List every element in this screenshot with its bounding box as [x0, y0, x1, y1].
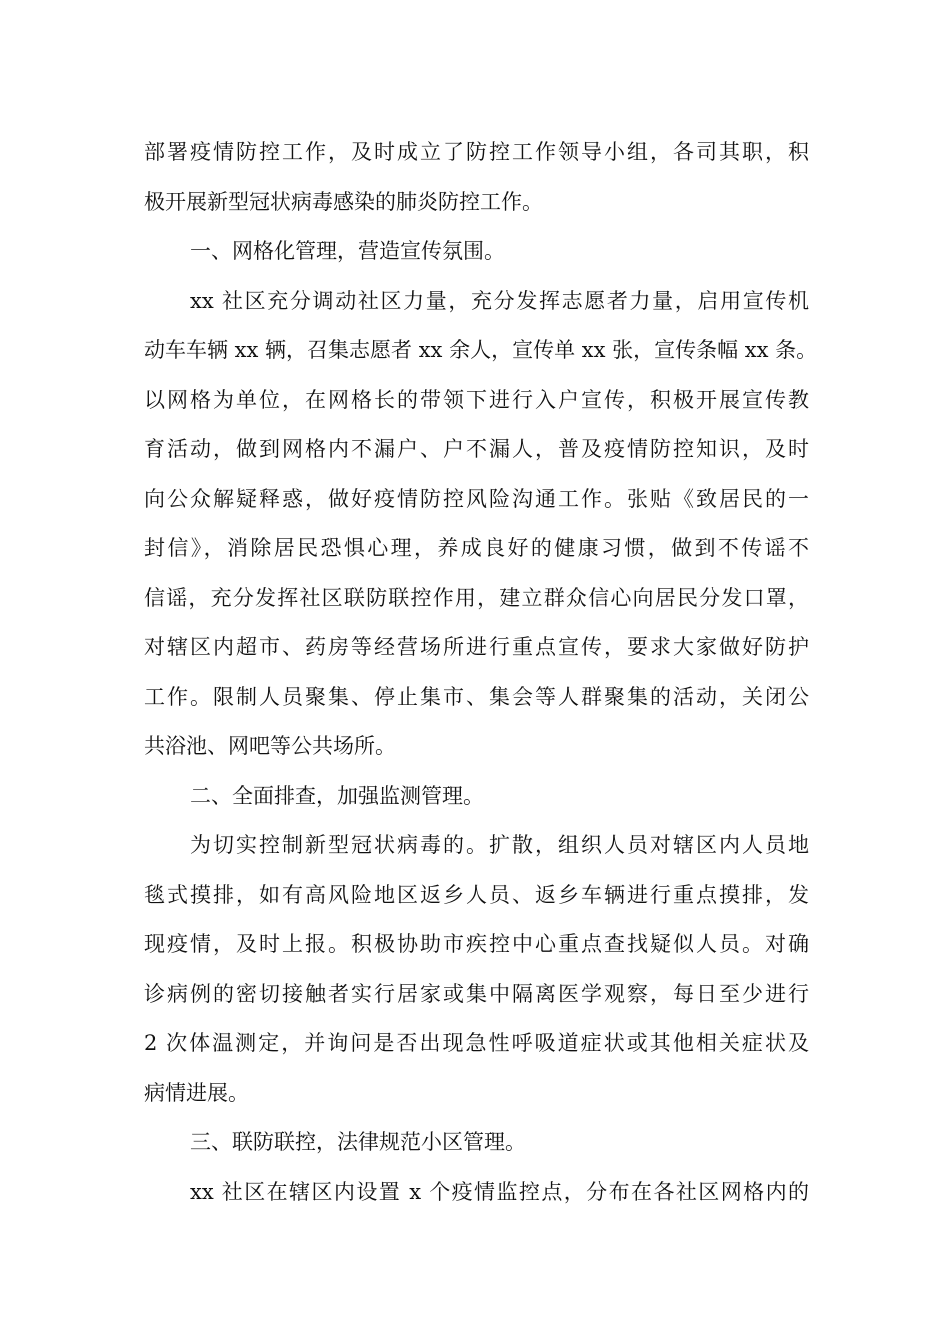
text-line: 二、全面排查，加强监测管理。 [190, 783, 484, 808]
document-body [144, 128, 818, 1217]
text-line: 动车车辆 xx 辆，召集志愿者 xx 余人，宣传单 xx 张，宣传条幅 xx 条。 [144, 338, 818, 362]
text-line: 现疫情，及时上报。积极协助市疾控中心重点查找疑似人员。对确 [144, 932, 809, 956]
text-line: 为切实控制新型冠状病毒的。扩散，组织人员对辖区内人员地 [190, 833, 809, 857]
text-line: 对辖区内超市、药房等经营场所进行重点宣传，要求大家做好防护 [144, 635, 809, 659]
text-line: xx 社区在辖区内设置 x 个疫情监控点，分布在各社区网格内的 [190, 1179, 809, 1204]
text-line: 部署疫情防控工作，及时成立了防控工作领导小组，各司其职，积 [144, 140, 809, 164]
text-line: 三、联防联控，法律规范小区管理。 [190, 1130, 526, 1154]
text-line: 一、网格化管理，营造宣传氛围。 [190, 239, 505, 263]
text-line: 共浴池、网吧等公共场所。 [144, 734, 396, 758]
text-line: 2 次体温测定，并询问是否出现急性呼吸道症状或其他相关症状及 [144, 1031, 809, 1055]
text-line: 毯式摸排，如有高风险地区返乡人员、返乡车辆进行重点摸排，发 [144, 882, 809, 907]
text-line: 封信》，消除居民恐惧心理，养成良好的健康习惯，做到不传谣不 [144, 536, 809, 560]
text-line: 工作。限制人员聚集、停止集市、集会等人群聚集的活动，关闭公 [144, 684, 809, 709]
text-line: 极开展新型冠状病毒感染的肺炎防控工作。 [144, 189, 543, 214]
text-line: xx 社区充分调动社区力量，充分发挥志愿者力量，启用宣传机 [190, 288, 809, 313]
text-line: 诊病例的密切接触者实行居家或集中隔离医学观察，每日至少进行 [144, 981, 809, 1006]
text-line: 向公众解疑释惑，做好疫情防控风险沟通工作。张贴《致居民的一 [144, 486, 809, 511]
text-line: 以网格为单位，在网格长的带领下进行入户宣传，积极开展宣传教 [144, 387, 809, 412]
text-line: 信谣，充分发挥社区联防联控作用，建立群众信心向居民分发口罩， [144, 585, 809, 610]
text-line: 病情进展。 [144, 1080, 249, 1105]
text-line: 育活动，做到网格内不漏户、户不漏人，普及疫情防控知识，及时 [144, 437, 809, 461]
